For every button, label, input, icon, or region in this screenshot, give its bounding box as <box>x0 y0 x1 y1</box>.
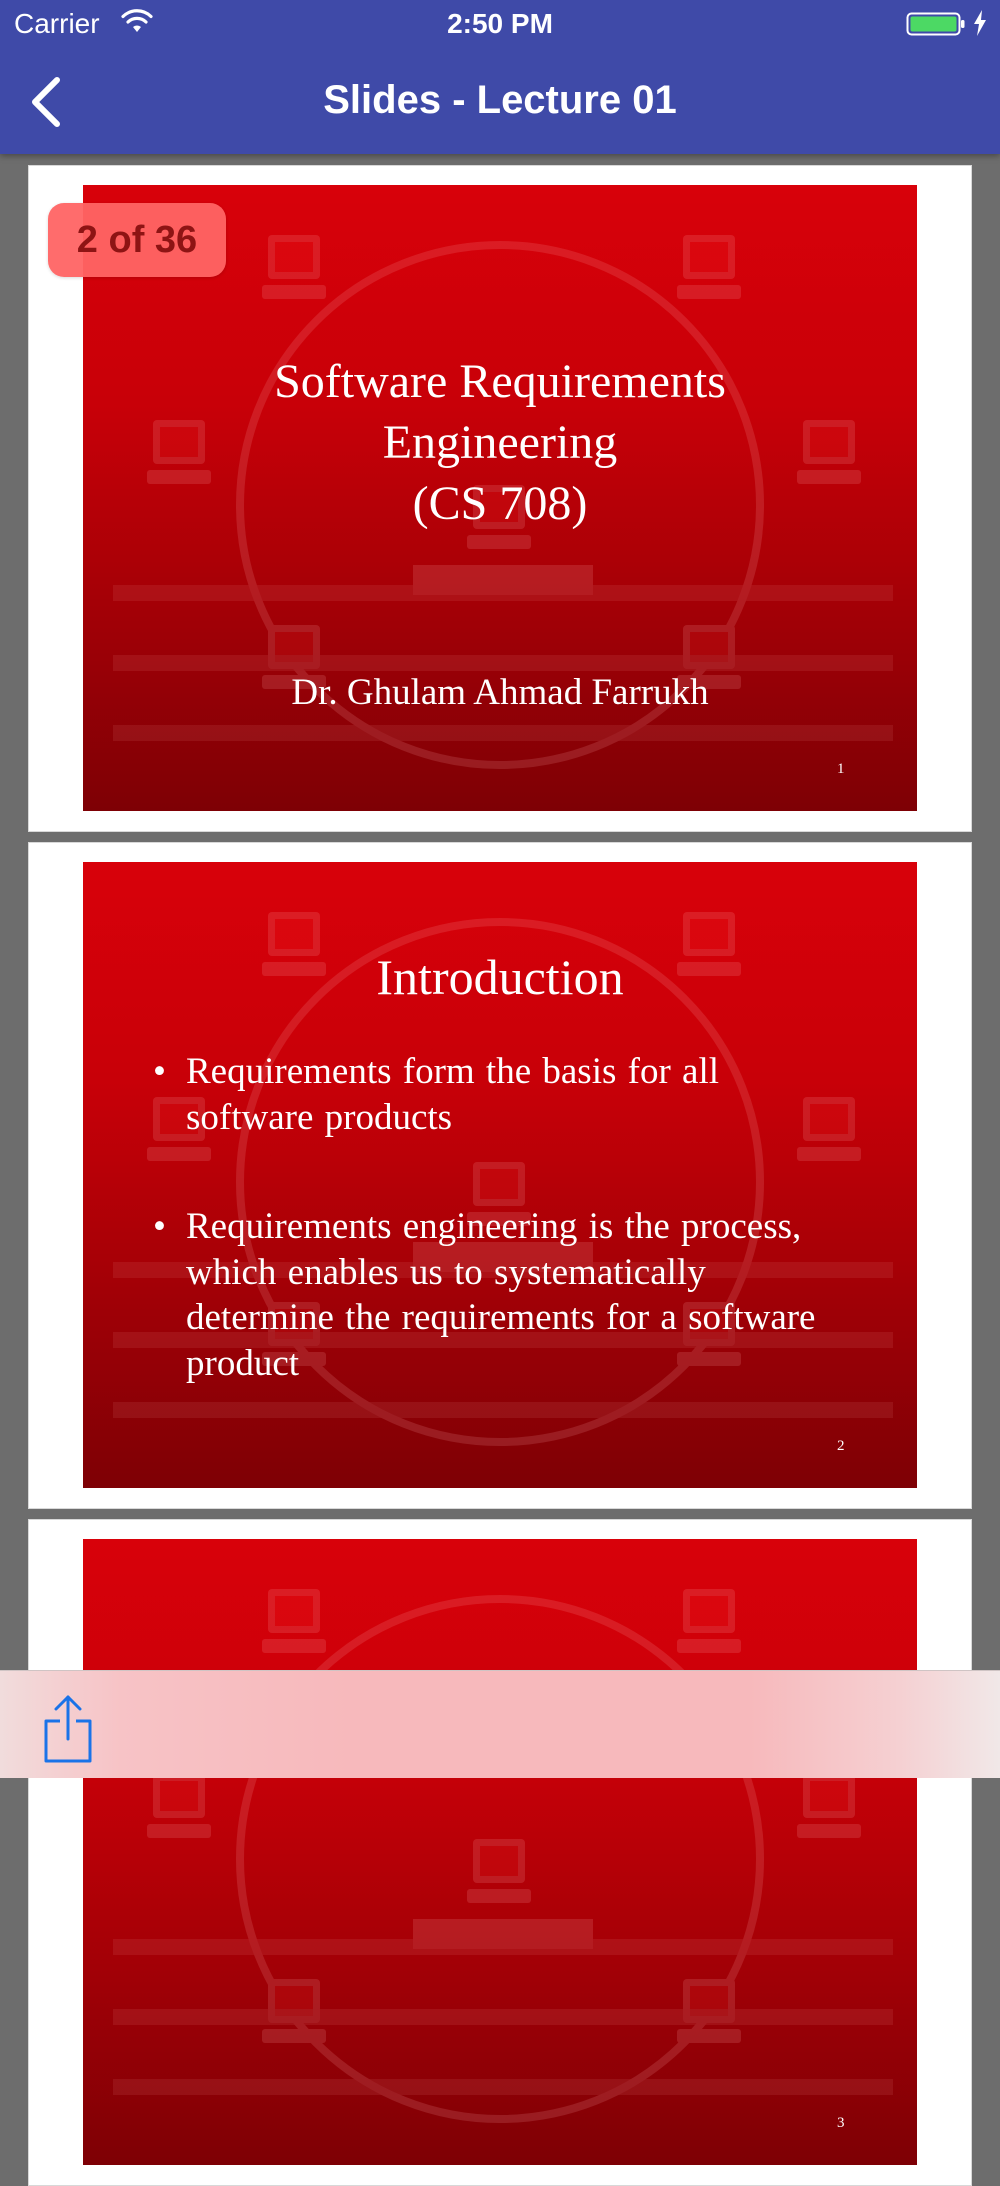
bottom-toolbar <box>0 1670 1000 1778</box>
status-time: 2:50 PM <box>447 8 553 39</box>
slide-1 <box>83 185 917 811</box>
carrier-label: Carrier <box>14 8 100 39</box>
slide-2 <box>83 862 917 1488</box>
page-title: Slides - Lecture 01 <box>323 78 677 122</box>
slide-card-2[interactable] <box>28 842 972 1509</box>
slide-card-3[interactable] <box>28 1519 972 2186</box>
slide-3 <box>83 1539 917 2165</box>
slide-author: Dr. Ghulam Ahmad Farrukh <box>291 672 709 713</box>
slide-number: 1 <box>837 761 845 777</box>
charging-bolt-icon <box>972 10 988 36</box>
slide-number: 2 <box>837 1438 845 1454</box>
slide-title: Software Requirements Engineering (CS 708) <box>274 355 726 530</box>
share-button[interactable] <box>40 1693 100 1765</box>
slide-number: 3 <box>837 2115 845 2131</box>
slide-heading: Introduction <box>376 949 624 1005</box>
navigation-bar <box>0 0 1000 154</box>
slide-background-graphic <box>83 1539 917 2165</box>
bullet-item: • Requirements engineering is the process, which enables us to systematically determine the requirements for a software product <box>153 1206 816 1384</box>
battery-icon <box>906 12 966 36</box>
share-icon <box>40 1693 96 1765</box>
bullet-item: • Requirements form the basis for all software products <box>153 1051 720 1138</box>
page-indicator-badge: 2 of 36 <box>48 203 226 277</box>
